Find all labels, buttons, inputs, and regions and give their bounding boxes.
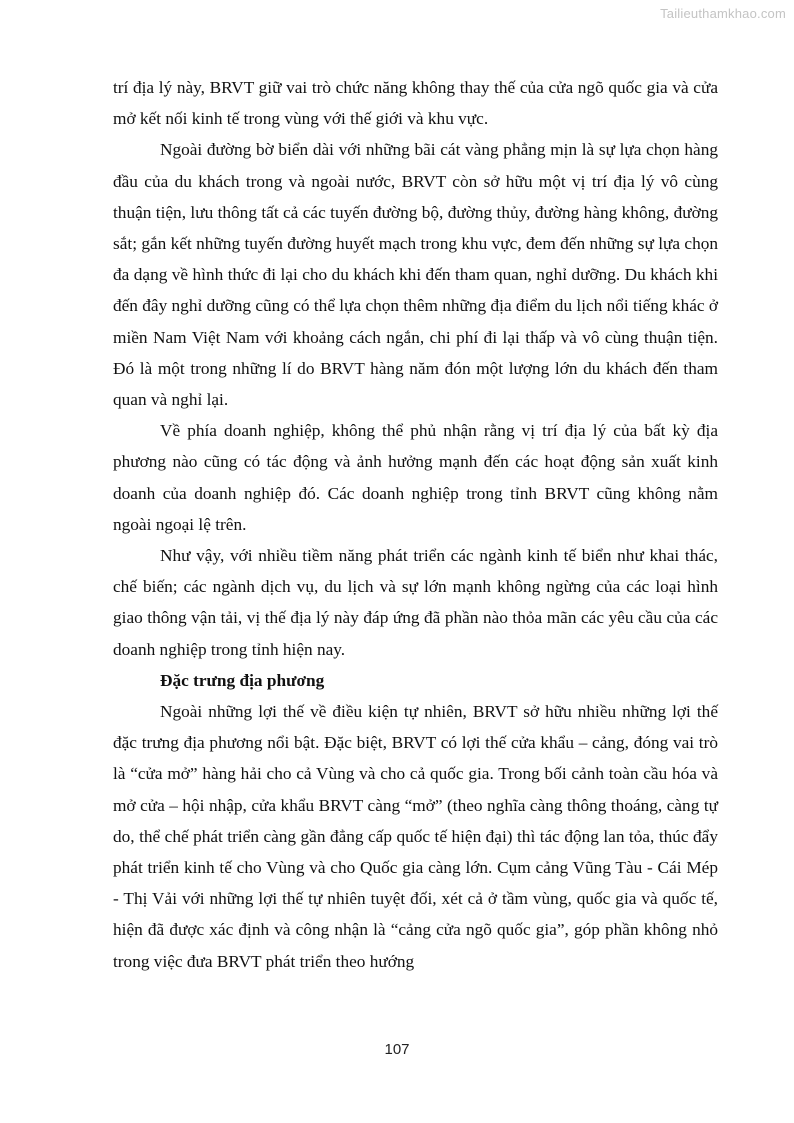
section-heading: Đặc trưng địa phương <box>160 670 325 690</box>
paragraph-3: Về phía doanh nghiệp, không thể phủ nhận rằng vị trí địa lý của bất kỳ địa phương nào cũng có tác động và ảnh hưởng mạnh đến các hoạt động sản xuất kinh doanh của doanh nghiệp đó. Các doanh nghiệp trong tỉnh BRVT cũng không nằm ngoài ngoại lệ trên. <box>113 421 718 534</box>
page-body <box>113 72 718 977</box>
watermark: Tailieuthamkhao.com <box>660 6 786 21</box>
paragraph-4: Như vậy, với nhiều tiềm năng phát triển các ngành kinh tế biển như khai thác, chế biến; các ngành dịch vụ, du lịch và sự lớn mạnh không ngừng của các loại hình giao thông vận tải, vị thế địa lý này đáp ứng đã phần nào thỏa mãn các yêu cầu của các doanh nghiệp trong tỉnh hiện nay. <box>113 546 718 659</box>
page-number: 107 <box>384 1041 410 1058</box>
paragraph-5: Ngoài những lợi thế về điều kiện tự nhiên, BRVT sở hữu nhiều những lợi thế đặc trưng địa phương nổi bật. Đặc biệt, BRVT có lợi thế cửa khẩu – cảng, đóng vai trò là “cửa mở” hàng hải cho cả Vùng và cho cả quốc gia. Trong bối cảnh toàn cầu hóa và mở cửa – hội nhập, cửa khẩu BRVT càng “mở” (theo nghĩa càng thông thoáng, càng tự do, thể chế phát triển càng gần đẳng cấp quốc tế hiện đại) thì tác động lan tỏa, thúc đẩy phát triển kinh tế cho Vùng và cho Quốc gia càng lớn. Cụm cảng Vũng Tàu - Cái Mép - Thị Vải với những lợi thế tự nhiên tuyệt đối, xét cả ở tầm vùng, quốc gia và quốc tế, hiện đã được xác định và công nhận là “cảng cửa ngõ quốc gia”, góp phần không nhỏ trong việc đưa BRVT phát triển theo hướng <box>113 702 718 971</box>
paragraph-2: Ngoài đường bờ biển dài với những bãi cát vàng phẳng mịn là sự lựa chọn hàng đầu của du khách trong và ngoài nước, BRVT còn sở hữu một vị trí địa lý vô cùng thuận tiện, lưu thông tất cả các tuyến đường bộ, đường thủy, đường hàng không, đường sắt; gắn kết những tuyến đường huyết mạch trong khu vực, đem đến những sự lựa chọn đa dạng về hình thức đi lại cho du khách khi đến tham quan, nghỉ dưỡng. Du khách khi đến đây nghỉ dưỡng cũng có thể lựa chọn thêm những địa điểm du lịch nổi tiếng khác ở miền Nam Việt Nam với khoảng cách ngắn, chi phí đi lại thấp và vô cùng thuận tiện. Đó là một trong những lí do BRVT hàng năm đón một lượng lớn du khách đến tham quan và nghỉ lại. <box>113 140 719 410</box>
paragraph-1: trí địa lý này, BRVT giữ vai trò chức năng không thay thế của cửa ngõ quốc gia và cửa mở kết nối kinh tế trong vùng với thế giới và khu vực. <box>113 78 718 129</box>
